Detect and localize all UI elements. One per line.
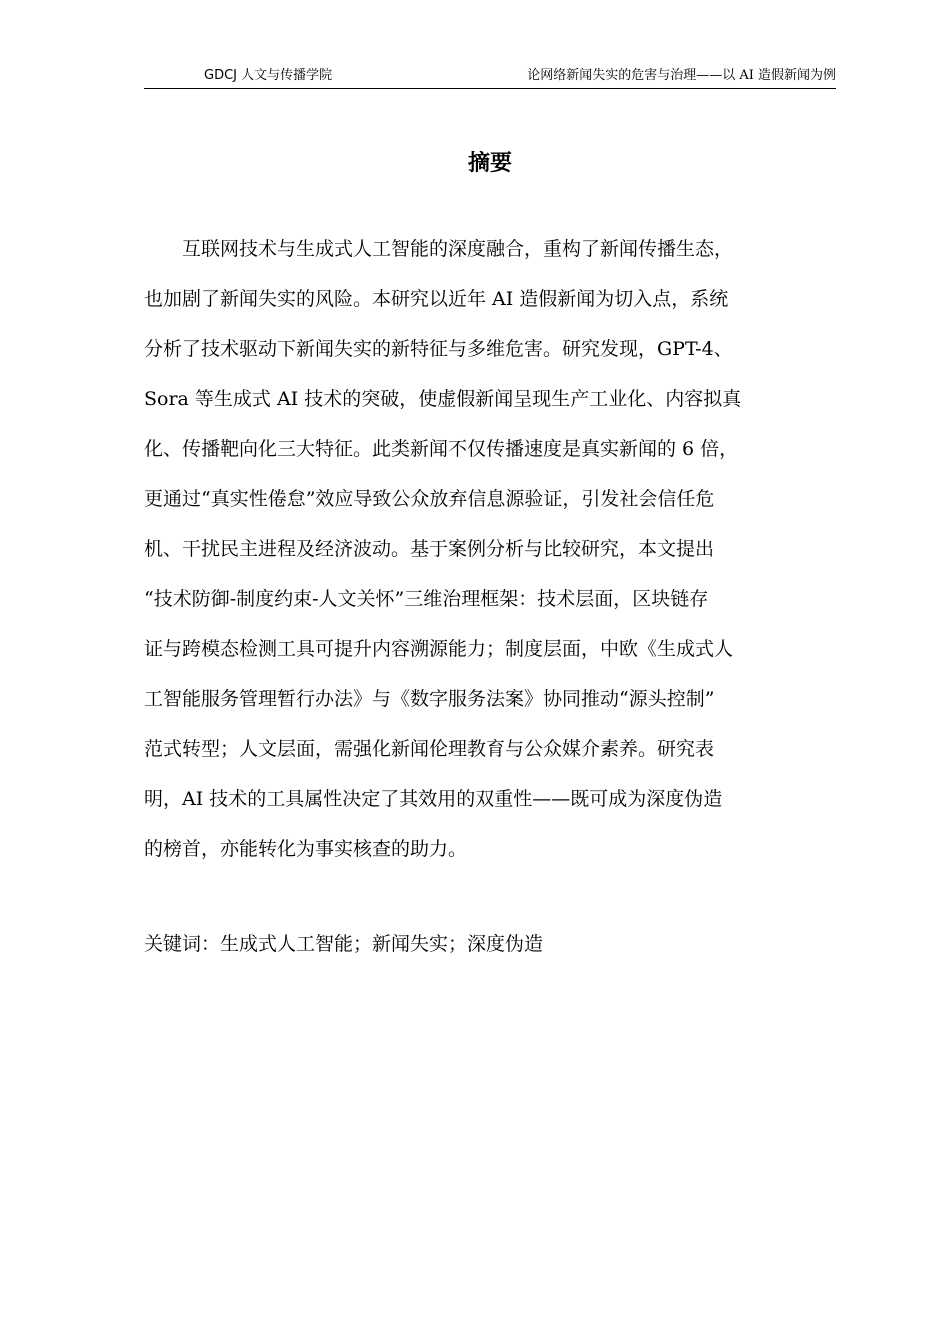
abstract-body (144, 224, 836, 874)
abstract-line: 更通过“真实性倦怠”效应导致公众放弃信息源验证，引发社会信任危 (144, 488, 715, 510)
abstract-line: Sora 等生成式 AI 技术的突破，使虚假新闻呈现生产工业化、内容拟真 (144, 388, 742, 410)
abstract-line: 明，AI 技术的工具属性决定了其效用的双重性——既可成为深度伪造 (144, 788, 723, 810)
abstract-line: 证与跨模态检测工具可提升内容溯源能力；制度层面，中欧《生成式人 (144, 638, 734, 660)
header-paper-title: 论网络新闻失实的危害与治理——以 AI 造假新闻为例 (527, 68, 836, 83)
abstract-line: 化、传播靶向化三大特征。此类新闻不仅传播速度是真实新闻的 6 倍， (144, 438, 739, 460)
abstract-line: 互联网技术与生成式人工智能的深度融合，重构了新闻传播生态， (182, 238, 734, 260)
abstract-line: 机、干扰民主进程及经济波动。基于案例分析与比较研究，本文提出 (144, 538, 715, 560)
abstract-line: “技术防御-制度约束-人文关怀”三维治理框架：技术层面，区块链存 (144, 588, 709, 610)
abstract-line: 工智能服务管理暂行办法》与《数字服务法案》协同推动“源头控制” (144, 688, 715, 710)
abstract-line: 也加剧了新闻失实的风险。本研究以近年 AI 造假新闻为切入点，系统 (144, 288, 729, 310)
page-header (144, 68, 836, 89)
header-institution: GDCJ 人文与传播学院 (204, 68, 333, 83)
abstract-line: 的榜首，亦能转化为事实核查的助力。 (144, 838, 468, 860)
keywords-text: 生成式人工智能；新闻失实；深度伪造 (220, 933, 544, 955)
abstract-line: 范式转型；人文层面，需强化新闻伦理教育与公众媒介素养。研究表 (144, 738, 715, 760)
keywords-label: 关键词： (144, 933, 221, 955)
abstract-line: 分析了技术驱动下新闻失实的新特征与多维危害。研究发现，GPT-4、 (144, 338, 733, 360)
keywords (144, 922, 836, 966)
abstract-title: 摘要 (467, 151, 512, 176)
